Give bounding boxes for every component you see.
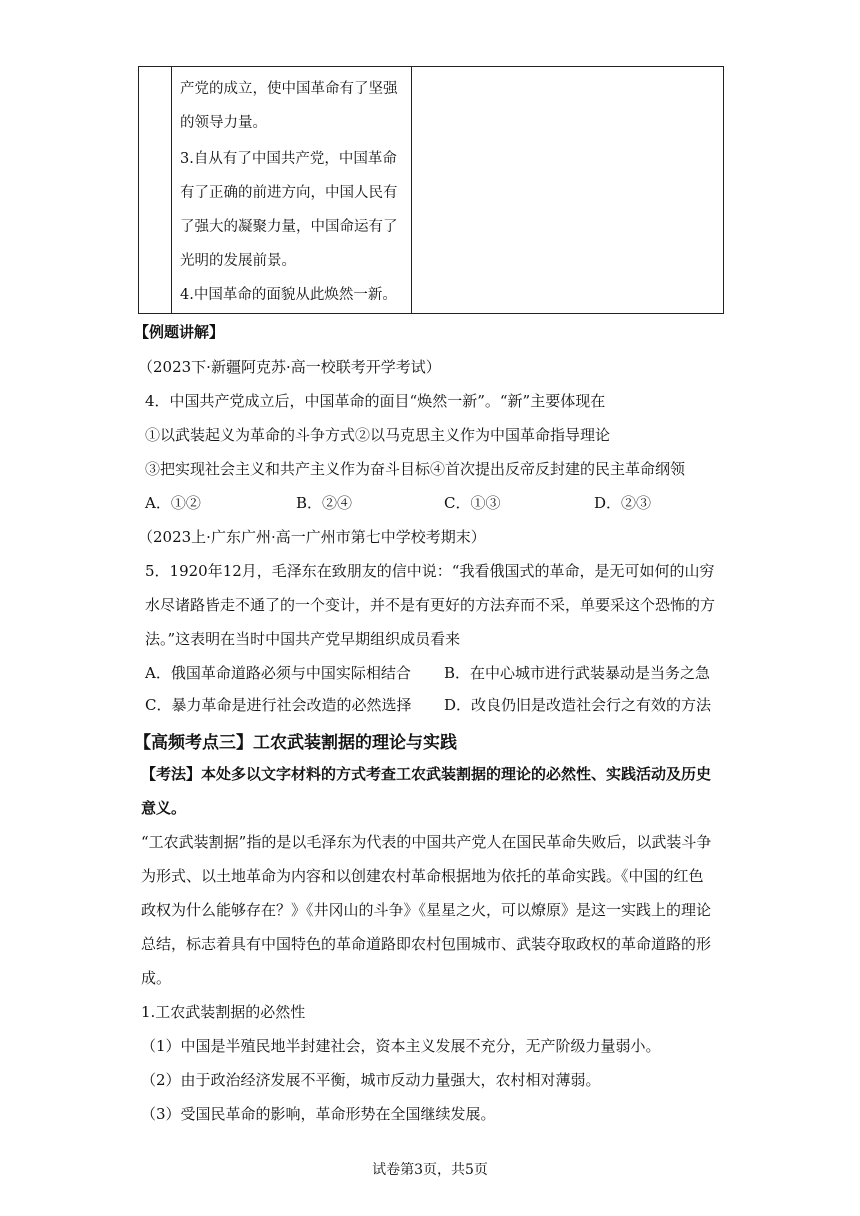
q5-source: （2023上·广东广州·高一广州市第七中学校考期末）	[138, 528, 486, 546]
table-line: 有了正确的前进方向，中国人民有	[180, 185, 398, 201]
list-item: （2）由于政治经济发展不平衡，城市反动力量强大，农村相对薄弱。	[141, 1071, 601, 1089]
q5-stem: 5．1920年12月，毛泽东在致朋友的信中说：“我看俄国式的革命，是无可如何的山穷	[145, 562, 715, 580]
q4-option-c: C．①③	[444, 494, 501, 512]
list-item: （3）受国民革命的影响，革命形势在全国继续发展。	[141, 1105, 496, 1123]
table-line: 了强大的凝聚力量，中国命运有了	[180, 219, 398, 235]
method-line: 意义。	[141, 799, 187, 817]
paragraph-line: “工农武装割据”指的是以毛泽东为代表的中国共产党人在国民革命失败后，以武装斗争	[141, 833, 712, 851]
example-heading: 【例题讲解】	[134, 323, 225, 341]
q4-source: （2023下·新疆阿克苏·高一校联考开学考试）	[138, 358, 441, 376]
section-title: 【高频考点三】工农武装割据的理论与实践	[134, 733, 457, 753]
q4-stem: 4．中国共产党成立后，中国革命的面目“焕然一新”。“新”主要体现在	[145, 392, 606, 410]
q4-option-d: D．②③	[594, 494, 652, 512]
q5-option-c: C．暴力革命是进行社会改造的必然选择	[145, 696, 412, 714]
q4-items: ③把实现社会主义和共产主义作为奋斗目标④首次提出反帝反封建的民主革命纲领	[145, 460, 686, 478]
paragraph-line: 为形式、以土地革命为内容和以创建农村革命根据地为依托的革命实践。《中国的红色	[141, 867, 704, 885]
q5-option-d: D．改良仍旧是改造社会行之有效的方法	[444, 696, 712, 714]
paragraph-line: 成。	[141, 969, 172, 987]
table-col-index	[139, 67, 172, 313]
table-line: 产党的成立，使中国革命有了坚强	[180, 81, 398, 97]
table-line: 4.中国革命的面貌从此焕然一新。	[180, 287, 397, 303]
q4-option-a: A．①②	[145, 494, 201, 512]
content-table	[138, 66, 724, 314]
table-line: 3.自从有了中国共产党，中国革命	[180, 151, 397, 167]
page-footer: 试卷第3页，共5页	[372, 1162, 488, 1178]
paragraph-line: 总结，标志着具有中国特色的革命道路即农村包围城市、武装夺取政权的革命道路的形	[141, 935, 712, 953]
q5-stem: 水尽诸路皆走不通了的一个变计，并不是有更好的方法弃而不采，单要采这个恐怖的方	[145, 596, 716, 614]
q5-stem: 法。”这表明在当时中国共产党早期组织成员看来	[145, 630, 461, 648]
q4-items: ①以武装起义为革命的斗争方式②以马克思主义作为中国革命指导理论	[145, 426, 611, 444]
table-line: 的领导力量。	[180, 115, 267, 131]
paragraph-line: 政权为什么能够存在？》《井冈山的斗争》《星星之火，可以燎原》是这一实践上的理论	[141, 901, 712, 919]
method-line: 【考法】本处多以文字材料的方式考查工农武装割据的理论的必然性、实践活动及历史	[141, 765, 712, 783]
table-line: 光明的发展前景。	[180, 253, 296, 269]
table-col-notes	[412, 67, 723, 313]
q5-option-a: A．俄国革命道路必须与中国实际相结合	[145, 664, 411, 682]
q4-option-b: B．②④	[296, 494, 353, 512]
q5-option-b: B．在中心城市进行武装暴动是当务之急	[444, 664, 711, 682]
list-item: （1）中国是半殖民地半封建社会，资本主义发展不充分，无产阶级力量弱小。	[141, 1037, 661, 1055]
table-col-content	[172, 67, 412, 313]
sub-heading: 1.工农武装割据的必然性	[141, 1003, 306, 1021]
